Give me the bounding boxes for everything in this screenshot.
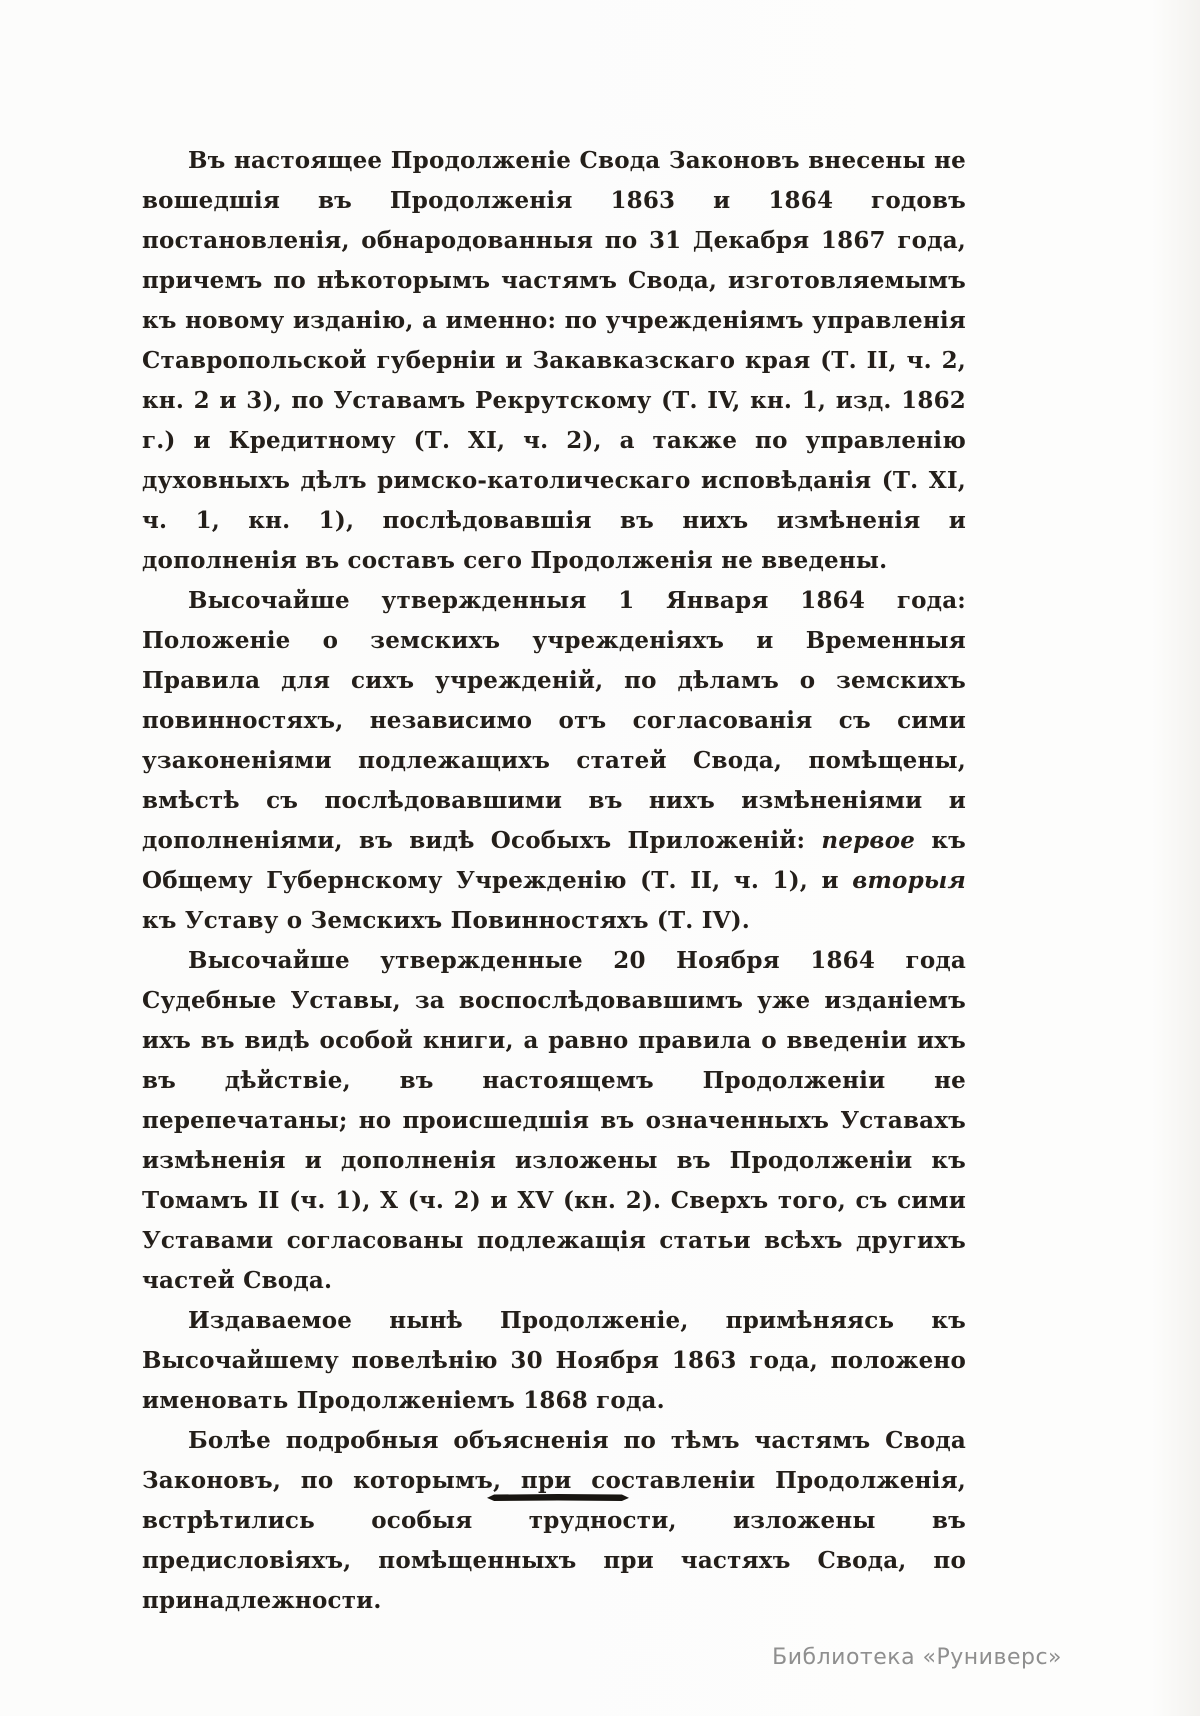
paragraph-2 (142, 581, 966, 941)
text-segment: Высочайше утвержденные 20 Ноября 1864 года Судебные Уставы, за воспослѣдовавшимъ уже изданіемъ ихъ въ видѣ особой книги, а равно правила о введеніи ихъ въ дѣйствіе, въ настоящемъ Продолженіи не перепечатаны; но происшедшія въ означенныхъ Уставахъ измѣненія и дополненія изложены въ Продолженіи къ Томамъ II (ч. 1), X (ч. 2) и XV (кн. 2). Сверхъ того, съ сими Уставами согласованы подлежащія статьи всѣхъ другихъ частей Свода. (142, 947, 966, 1294)
paragraph-3 (142, 941, 966, 1301)
paragraph-4 (142, 1301, 966, 1421)
text-segment: Издаваемое нынѣ Продолженіе, примѣняясь къ Высочайшему повелѣнію 30 Ноября 1863 года, положено именовать Продолженіемъ 1868 года. (142, 1307, 966, 1414)
text-segment: къ Общему Губернскому Учрежденію (Т. II, ч. 1), и (142, 827, 966, 894)
paragraph-5 (142, 1421, 966, 1621)
text-segment-italic: вторыя (852, 867, 966, 894)
page-text (142, 141, 966, 1621)
text-segment: Болѣе подробныя объясненія по тѣмъ частямъ Свода Законовъ, по которымъ, при составленіи Продолженія, встрѣтились особыя трудности, изложены въ предисловіяхъ, помѣщенныхъ при частяхъ Свода, по принадлежности. (142, 1427, 966, 1614)
paragraph-1 (142, 141, 966, 581)
text-segment: Высочайше утвержденныя 1 Января 1864 года: Положеніе о земскихъ учрежденіяхъ и Временныя Правила для сихъ учрежденій, по дѣламъ о земскихъ повинностяхъ, независимо отъ согласованія съ сими узаконеніями подлежащихъ статей Свода, помѣщены, вмѣстѣ съ послѣдовавшими въ нихъ измѣненіями и дополненіями, въ видѣ Особыхъ Приложеній: (142, 587, 966, 854)
text-segment: Въ настоящее Продолженіе Свода Законовъ внесены не вошедшія въ Продолженія 1863 и 1864 годовъ постановленія, обнародованныя по 31 Декабря 1867 года, причемъ по нѣкоторымъ частямъ Свода, изготовляемымъ къ новому изданію, а именно: по учрежденіямъ управленія Ставропольской губерніи и Закавказскаго края (Т. II, ч. 2, кн. 2 и 3), по Уставамъ Рекрутскому (Т. IV, кн. 1, изд. 1862 г.) и Кредитному (Т. XI, ч. 2), а также по управленію духовныхъ дѣлъ римско-католическаго исповѣданія (Т. XI, ч. 1, кн. 1), послѣдовавшія въ нихъ измѣненія и дополненія въ составъ сего Продолженія не введены. (142, 147, 966, 574)
library-watermark: Библиотека «Руниверс» (772, 1645, 1062, 1670)
section-divider-rule (487, 1494, 629, 1501)
text-segment: къ Уставу о Земскихъ Повинностяхъ (Т. IV). (142, 907, 751, 934)
text-segment-italic: первое (821, 827, 916, 854)
